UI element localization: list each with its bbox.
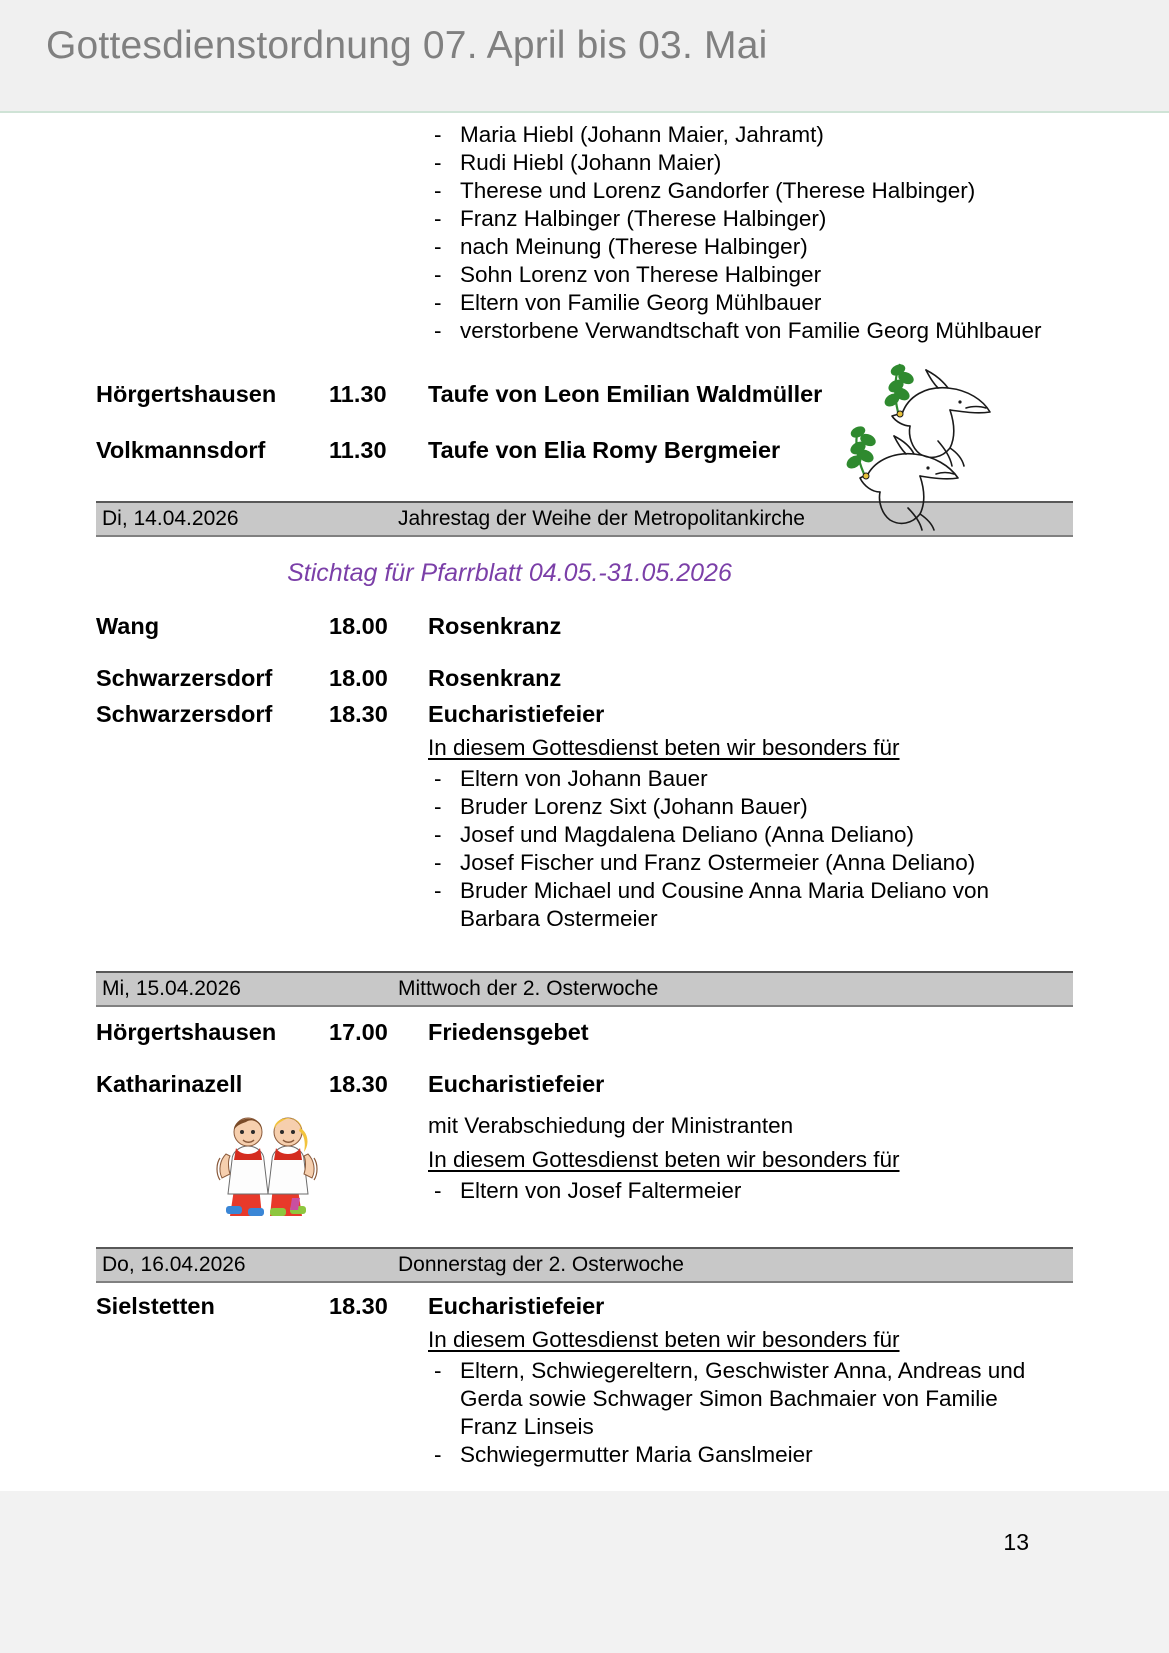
intention-text: nach Meinung (Therese Halbinger) (460, 234, 808, 259)
page-number: 13 (1003, 1529, 1029, 1555)
list-item (434, 205, 1060, 233)
service-note: mit Verabschiedung der Ministranten (428, 1113, 794, 1138)
bullet-dash: - (434, 206, 442, 231)
service-time: 11.30 (329, 381, 387, 407)
list-item (434, 849, 1060, 877)
service-time: 18.30 (329, 701, 388, 727)
bullet-dash: - (434, 794, 442, 819)
service-time: 17.00 (329, 1019, 388, 1045)
day-feast: Donnerstag der 2. Osterwoche (398, 1253, 684, 1276)
service-row (0, 663, 1169, 693)
intention-text: Josef Fischer und Franz Ostermeier (Anna Deliano) (460, 850, 976, 875)
service-title: Eucharistiefeier (428, 701, 605, 727)
intention-text: verstorbene Verwandtschaft von Familie Georg Mühlbauer (460, 318, 1042, 343)
service-title: Rosenkranz (428, 613, 562, 639)
intention-text: Eltern von Familie Georg Mühlbauer (460, 290, 822, 315)
list-item (434, 261, 1060, 289)
list-item (434, 765, 1060, 793)
bullet-dash: - (434, 766, 442, 791)
intention-text: Bruder Lorenz Sixt (Johann Bauer) (460, 794, 808, 819)
list-item (434, 877, 1060, 933)
day-section (0, 501, 1169, 933)
service-place: Schwarzersdorf (96, 701, 273, 727)
intention-text: Bruder Michael und Cousine Anna Maria Deliano von Barbara Ostermeier (460, 878, 990, 931)
bullet-dash: - (434, 290, 442, 315)
list-item (434, 289, 1060, 317)
intention-list (0, 1357, 1169, 1469)
service-time: 18.00 (329, 613, 388, 639)
service-row (0, 1291, 1169, 1321)
day-date: Do, 16.04.2026 (102, 1253, 246, 1276)
service-place: Hörgertshausen (96, 1019, 277, 1045)
service-row (0, 435, 1169, 465)
intention-text: Eltern von Johann Bauer (460, 766, 708, 791)
list-item (434, 121, 1060, 149)
service-time: 18.30 (329, 1071, 388, 1097)
intention-heading: In diesem Gottesdienst beten wir besonders für (428, 1147, 900, 1172)
service-title: Rosenkranz (428, 665, 562, 691)
day-header-bar (96, 1247, 1073, 1283)
baptism-block (0, 379, 1169, 465)
intention-list (0, 1177, 1169, 1205)
intention-text: Rudi Hiebl (Johann Maier) (460, 150, 722, 175)
service-row (0, 1069, 1169, 1099)
day-date: Mi, 15.04.2026 (102, 977, 241, 1000)
intention-text: Franz Halbinger (Therese Halbinger) (460, 206, 827, 231)
service-row (0, 699, 1169, 729)
service-time: 18.30 (329, 1293, 388, 1319)
intention-heading: In diesem Gottesdienst beten wir besonders für (428, 735, 900, 760)
bullet-dash: - (434, 822, 442, 847)
list-item (434, 1177, 1060, 1205)
page-title: Gottesdienstordnung 07. April bis 03. Mai (46, 24, 768, 67)
page-footer (0, 1491, 1169, 1653)
intention-text: Eltern von Josef Faltermeier (460, 1178, 742, 1203)
service-title: Friedensgebet (428, 1019, 589, 1045)
intention-text: Schwiegermutter Maria Ganslmeier (460, 1442, 813, 1467)
service-title: Eucharistiefeier (428, 1071, 605, 1097)
document-content (0, 113, 1169, 1469)
list-item (434, 233, 1060, 261)
service-place: Hörgertshausen (96, 381, 277, 407)
service-place: Sielstetten (96, 1293, 215, 1319)
intention-text: Sohn Lorenz von Therese Halbinger (460, 262, 822, 287)
page-header (0, 0, 1169, 113)
bullet-dash: - (434, 178, 442, 203)
bullet-dash: - (434, 1442, 442, 1467)
list-item (434, 177, 1060, 205)
continued-intentions-block (0, 113, 1169, 345)
intention-text: Josef und Magdalena Deliano (Anna Deliano) (460, 822, 915, 847)
day-header-bar (96, 501, 1073, 537)
day-section (0, 1247, 1169, 1469)
bullet-dash: - (434, 878, 442, 903)
bullet-dash: - (434, 318, 442, 343)
day-date: Di, 14.04.2026 (102, 507, 239, 530)
service-row (0, 1017, 1169, 1047)
service-place: Schwarzersdorf (96, 665, 273, 691)
bullet-dash: - (434, 234, 442, 259)
service-title: Taufe von Elia Romy Bergmeier (428, 437, 781, 463)
list-item (434, 317, 1060, 345)
day-feast: Mittwoch der 2. Osterwoche (398, 977, 659, 1000)
list-item (434, 1441, 1060, 1469)
bullet-dash: - (434, 1358, 442, 1383)
service-time: 18.00 (329, 665, 388, 691)
bullet-dash: - (434, 850, 442, 875)
service-row (0, 611, 1169, 641)
intention-list (0, 121, 1169, 345)
intention-text: Maria Hiebl (Johann Maier, Jahramt) (460, 122, 824, 147)
service-row (0, 379, 1169, 409)
list-item (434, 821, 1060, 849)
service-place: Katharinazell (96, 1071, 243, 1097)
service-place: Wang (96, 613, 160, 639)
intention-heading: In diesem Gottesdienst beten wir besonders für (428, 1327, 900, 1352)
intention-text: Eltern, Schwiegereltern, Geschwister Anna, Andreas und Gerda sowie Schwager Simon Bachmaier von Familie Franz Linseis (460, 1358, 1026, 1439)
day-feast: Jahrestag der Weihe der Metropolitankirche (398, 507, 805, 530)
bullet-dash: - (434, 122, 442, 147)
intention-list (0, 765, 1169, 933)
list-item (434, 793, 1060, 821)
service-place: Volkmannsdorf (96, 437, 266, 463)
bullet-dash: - (434, 150, 442, 175)
intention-text: Therese und Lorenz Gandorfer (Therese Halbinger) (460, 178, 976, 203)
service-title: Eucharistiefeier (428, 1293, 605, 1319)
bullet-dash: - (434, 262, 442, 287)
list-item (434, 1357, 1060, 1441)
service-time: 11.30 (329, 437, 387, 463)
service-title: Taufe von Leon Emilian Waldmüller (428, 381, 823, 407)
bullet-dash: - (434, 1178, 442, 1203)
list-item (434, 149, 1060, 177)
day-section (0, 971, 1169, 1205)
day-header-bar (96, 971, 1073, 1007)
deadline-note: Stichtag für Pfarrblatt 04.05.-31.05.2026 (287, 559, 732, 587)
